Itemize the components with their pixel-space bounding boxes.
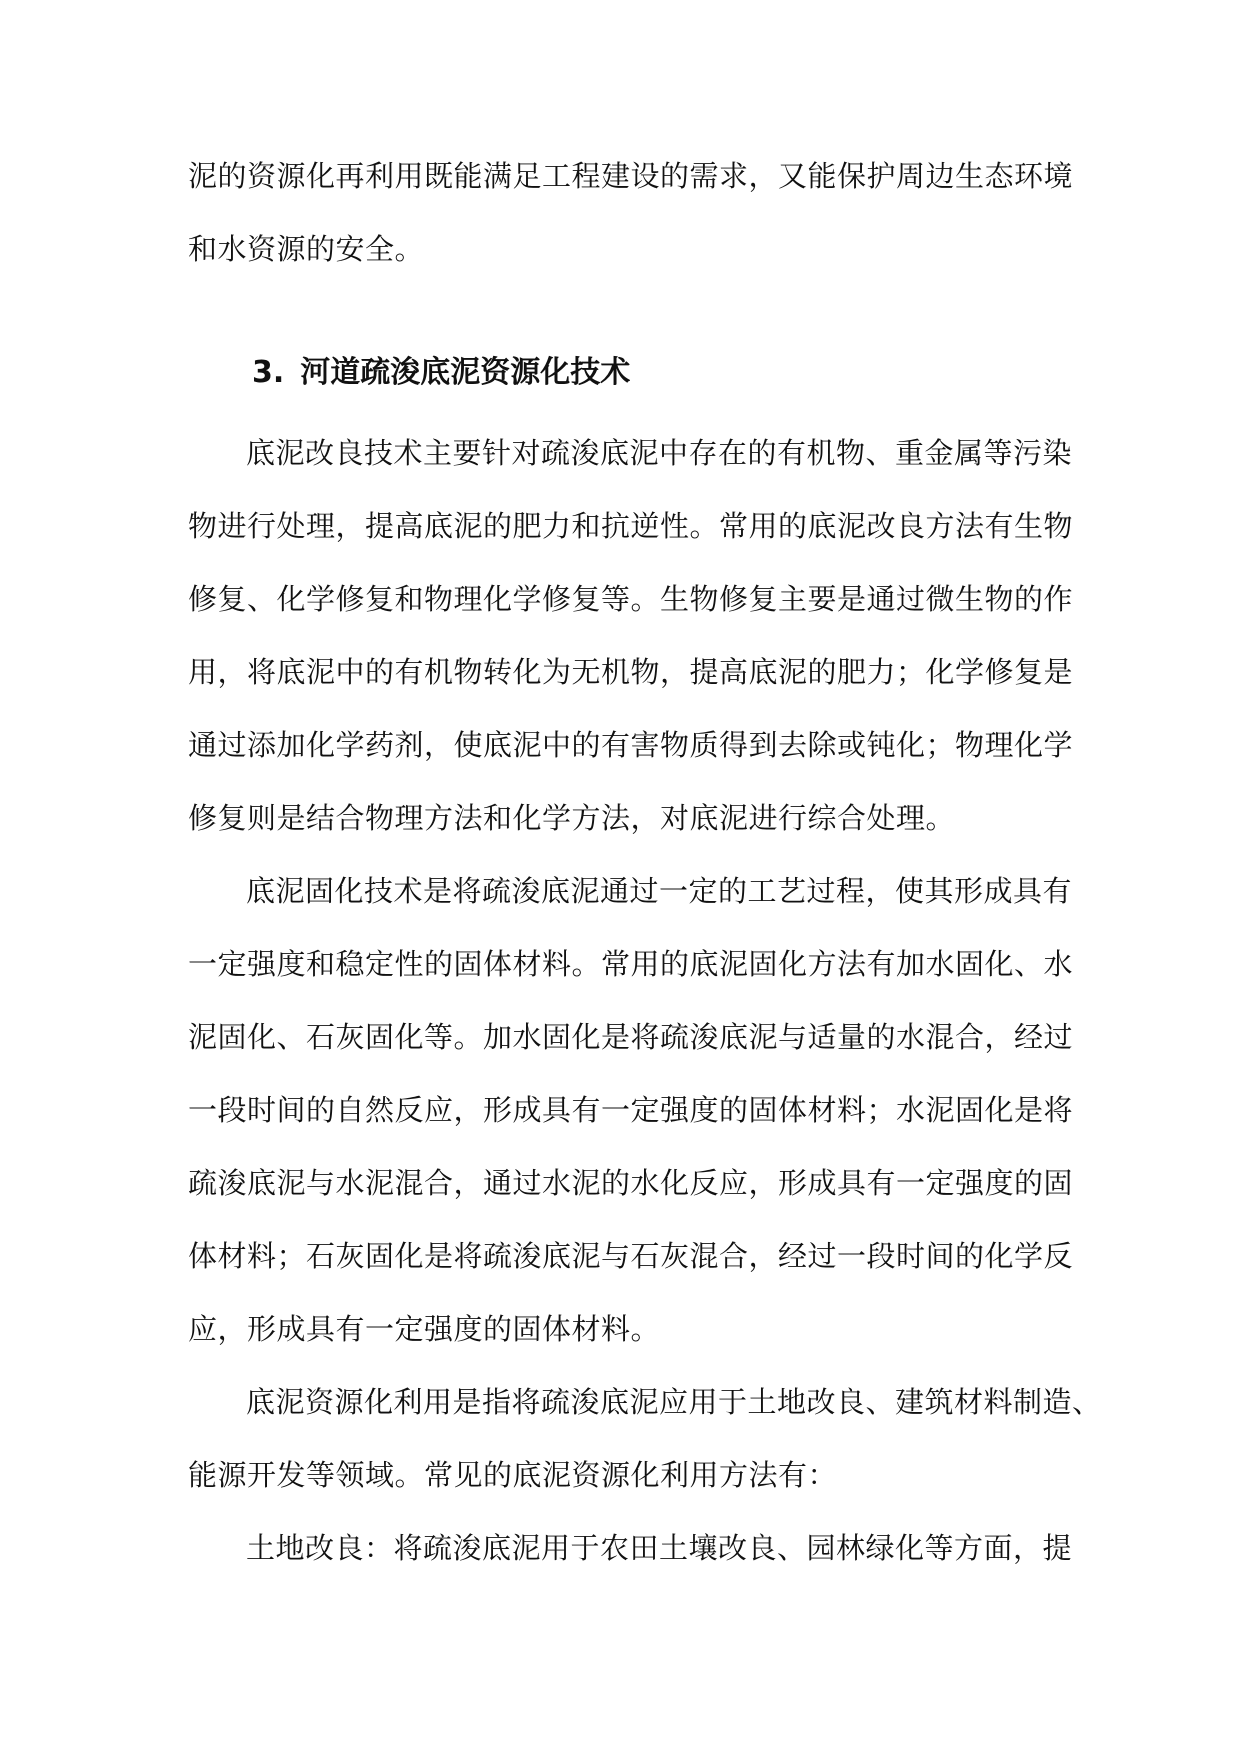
- text-line: 物进行处理，提高底泥的肥力和抗逆性。常用的底泥改良方法有生物: [188, 509, 1074, 543]
- text-line: 底泥固化技术是将疏浚底泥通过一定的工艺过程，使其形成具有: [246, 874, 1073, 908]
- section-number: 3.: [252, 355, 285, 390]
- text-line: 一段时间的自然反应，形成具有一定强度的固体材料；水泥固化是将: [188, 1093, 1074, 1127]
- text-line: 修复则是结合物理方法和化学方法，对底泥进行综合处理。: [188, 801, 956, 835]
- paragraph-sediment-improvement: [188, 417, 1074, 855]
- section-heading: [188, 336, 1058, 409]
- intro-paragraph: [188, 140, 1074, 286]
- text-line: 和水资源的安全。: [188, 232, 425, 266]
- text-line: 底泥资源化利用是指将疏浚底泥应用于土地改良、建筑材料制造、: [246, 1385, 1102, 1419]
- text-line: 应，形成具有一定强度的固体材料。: [188, 1312, 661, 1346]
- text-line: 底泥改良技术主要针对疏浚底泥中存在的有机物、重金属等污染: [246, 436, 1073, 470]
- document-body: [188, 140, 1102, 1585]
- text-line: 一定强度和稳定性的固体材料。常用的底泥固化方法有加水固化、水: [188, 947, 1074, 981]
- text-line: 泥固化、石灰固化等。加水固化是将疏浚底泥与适量的水混合，经过: [188, 1020, 1074, 1054]
- paragraph-sediment-solidification: [188, 855, 1074, 1366]
- text-line: 能源开发等领域。常见的底泥资源化利用方法有：: [188, 1458, 838, 1492]
- text-line: 体材料；石灰固化是将疏浚底泥与石灰混合，经过一段时间的化学反: [188, 1239, 1074, 1273]
- text-line: 通过添加化学药剂，使底泥中的有害物质得到去除或钝化；物理化学: [188, 728, 1074, 762]
- text-line: 修复、化学修复和物理化学修复等。生物修复主要是通过微生物的作: [188, 582, 1074, 616]
- text-line: 疏浚底泥与水泥混合，通过水泥的水化反应，形成具有一定强度的固: [188, 1166, 1074, 1200]
- text-line: 土地改良：将疏浚底泥用于农田土壤改良、园林绿化等方面，提: [246, 1531, 1073, 1565]
- text-line: 泥的资源化再利用既能满足工程建设的需求，又能保护周边生态环境: [188, 159, 1074, 193]
- text-line: 用，将底泥中的有机物转化为无机物，提高底泥的肥力；化学修复是: [188, 655, 1074, 689]
- section-title: 河道疏浚底泥资源化技术: [300, 355, 631, 390]
- paragraph-land-improvement: [188, 1512, 1073, 1585]
- paragraph-resource-utilization: [188, 1366, 1102, 1512]
